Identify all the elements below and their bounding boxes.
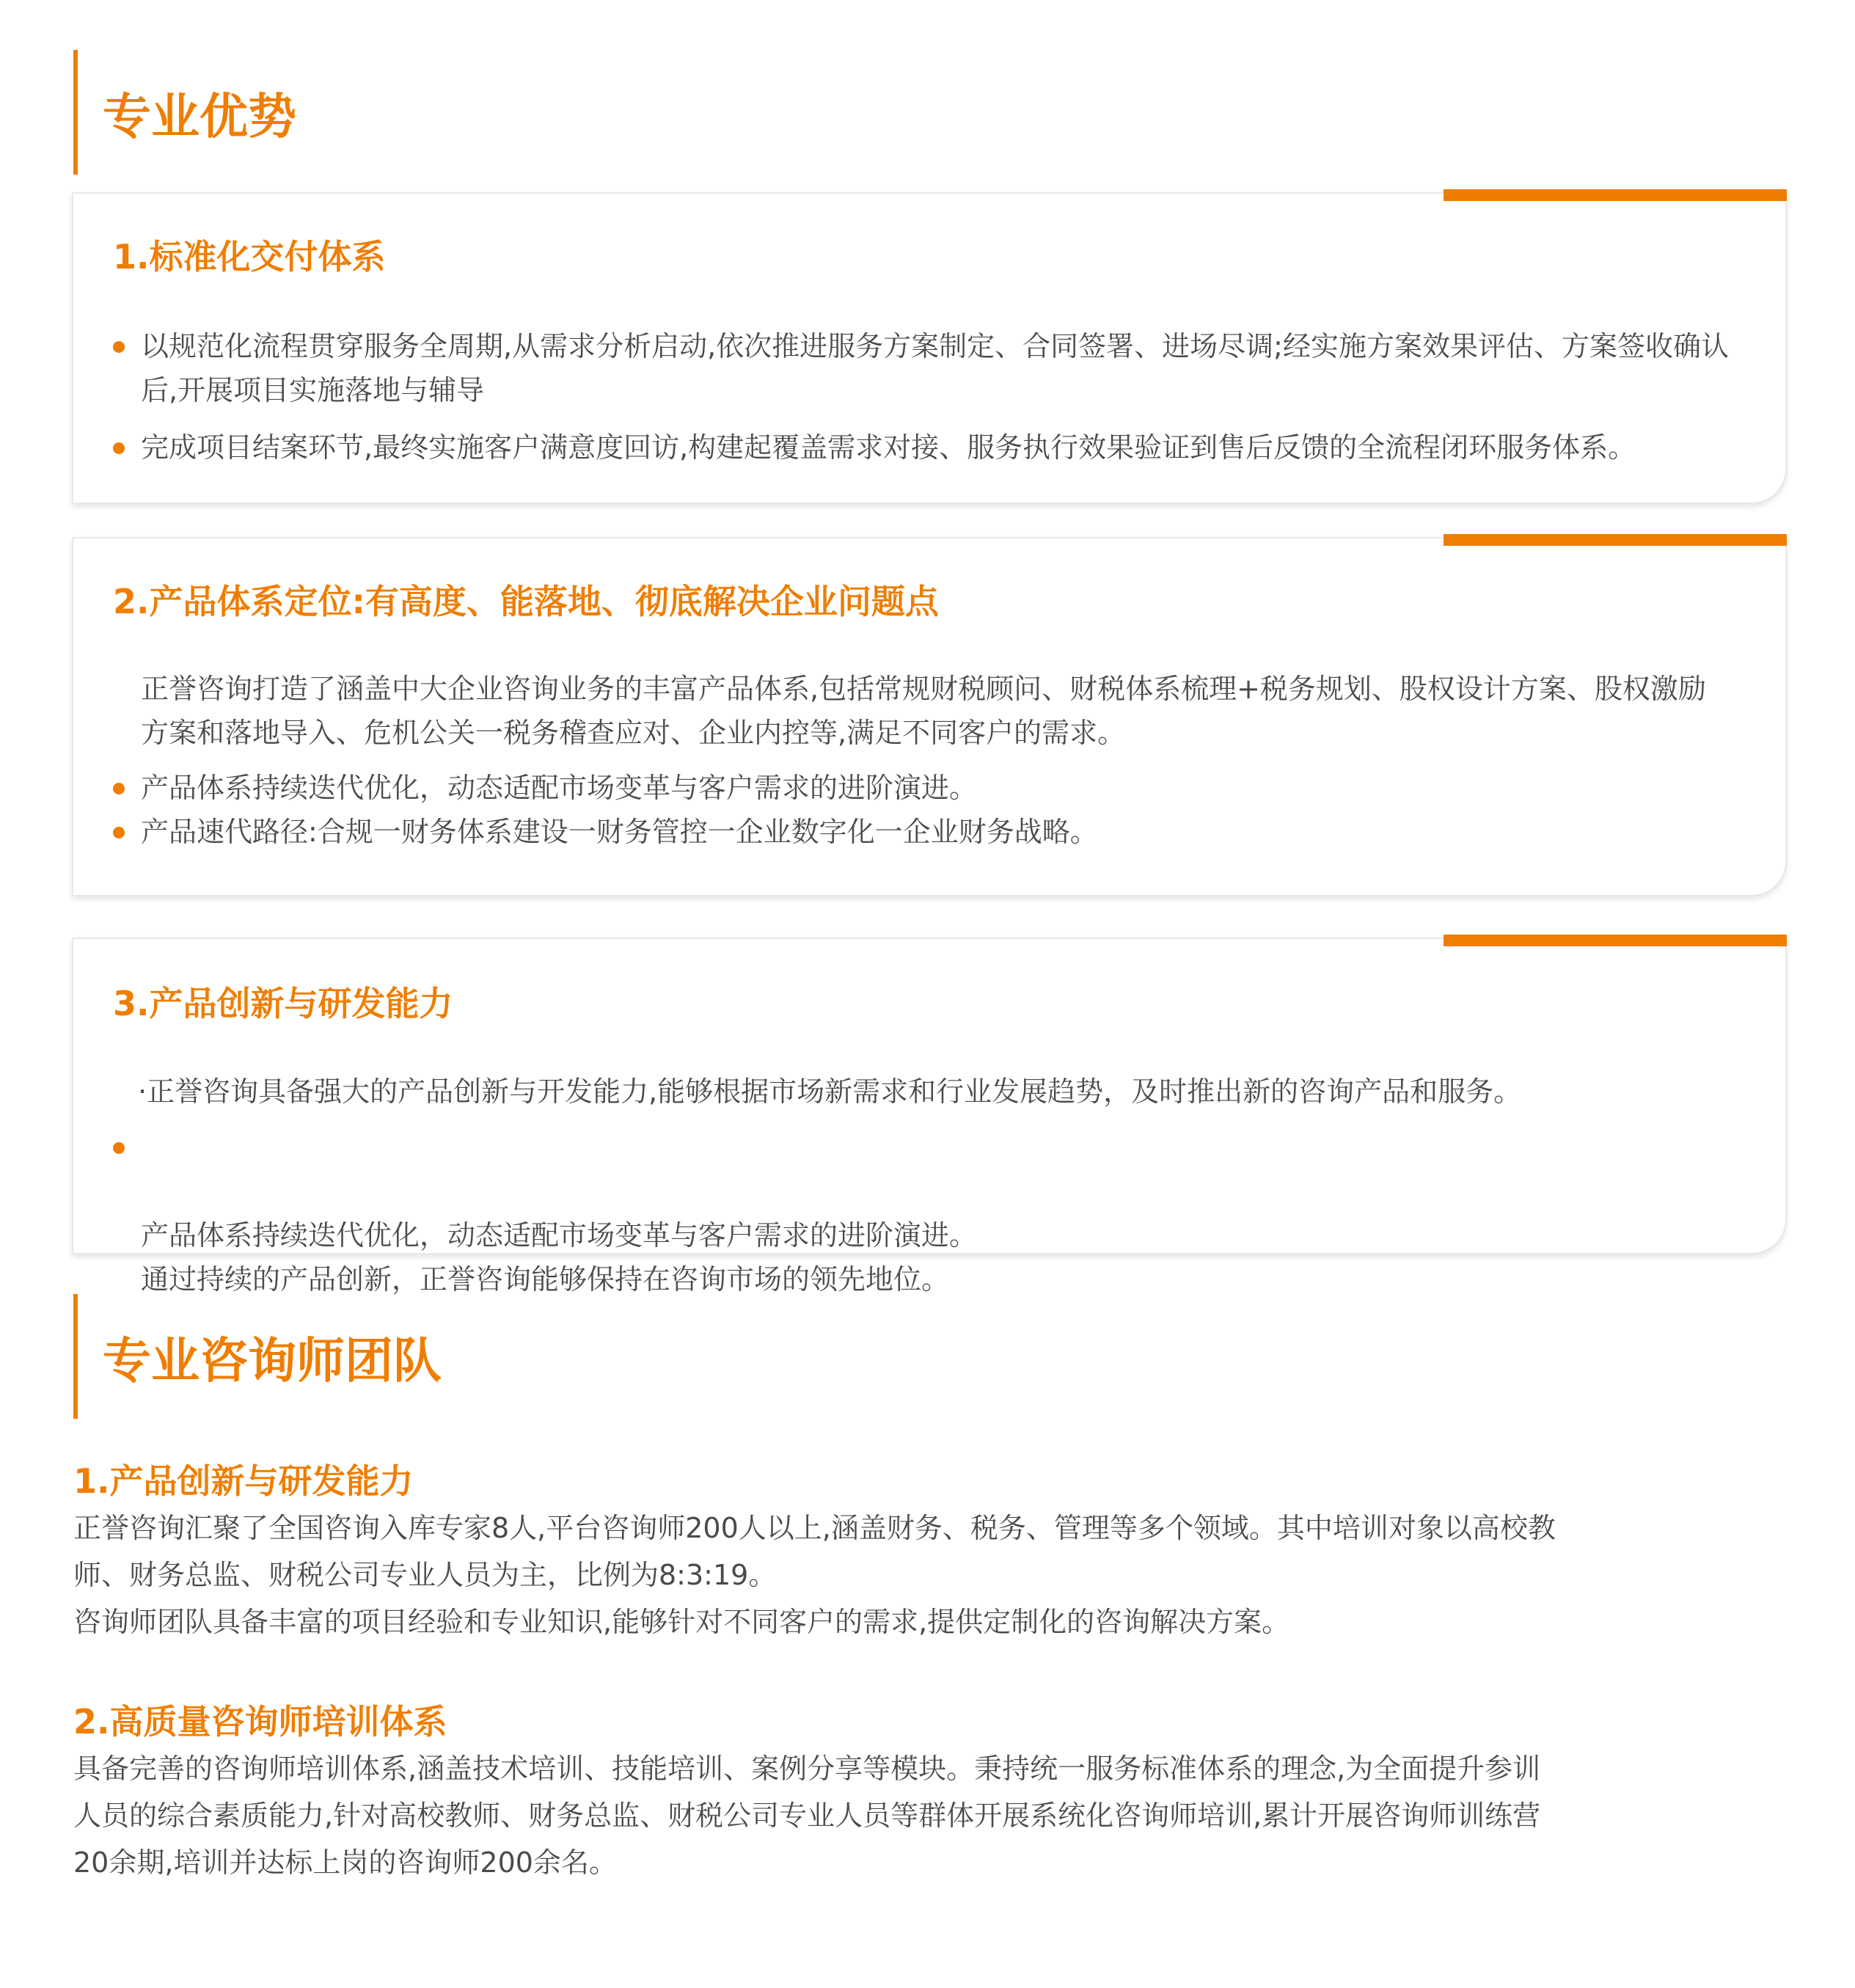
list-item-text: 产品体系持续迭代优化，动态适配市场变革与客户需求的进阶演进。 xyxy=(141,772,978,804)
section-title-advantages xyxy=(73,50,296,175)
list-item xyxy=(113,766,1741,810)
team-block-1 xyxy=(73,1458,1687,1645)
card-title: 3.产品创新与研发能力 xyxy=(113,984,453,1023)
advantage-card-3 xyxy=(72,938,1787,1296)
list-item-text: 完成项目结案环节,最终实施客户满意度回访,构建起覆盖需求对接、服务执行效果验证到售后反馈的全流程闭环服务体系。 xyxy=(141,431,1636,464)
section-heading-advantages: 专业优势 xyxy=(103,88,296,145)
card-accent-bar xyxy=(1444,935,1787,946)
list-item xyxy=(113,1125,1741,1301)
list-item xyxy=(113,324,1741,412)
team-block-line: 正誉咨询汇聚了全国咨询入库专家8人,平台咨询师200人以上,涵盖财务、税务、管理等多个领域。其中培训对象以高校教 xyxy=(73,1512,1556,1544)
team-block-line: 具备完善的咨询师培训体系,涵盖技术培训、技能培训、案例分享等模块。秉持统一服务标准体系的理念,为全面提升参训 xyxy=(73,1753,1541,1785)
list-item-text: 以规范化流程贯穿服务全周期,从需求分析启动,依次推进服务方案制定、合同签署、进场尽调;经实施方案效果评估、方案签收确认后,开展项目实施落地与辅导 xyxy=(141,330,1729,406)
advantage-card-1 xyxy=(72,192,1787,504)
list-item xyxy=(113,425,1741,469)
card-intro-text: 正誉咨询打造了涵盖中大企业咨询业务的丰富产品体系,包括常规财税顾问、财税体系梳理+税务规划、股权设计方案、股权激励方案和落地导入、危机公关一税务稽查应对、企业内控等,满足不同客户的需求。 xyxy=(141,673,1706,749)
card-accent-bar xyxy=(1444,189,1787,201)
bullet-dot-icon xyxy=(113,827,125,838)
bullet-dot-icon xyxy=(113,442,125,454)
advantage-card-2 xyxy=(72,537,1787,896)
section-heading-team: 专业咨询师团队 xyxy=(103,1332,442,1389)
card-bullet-list xyxy=(113,1125,1741,1301)
card-intro-text: ·正誉咨询具备强大的产品创新与开发能力,能够根据市场新需求和行业发展趋势，及时推出新的咨询产品和服务。 xyxy=(138,1075,1522,1108)
team-block-2 xyxy=(73,1698,1687,1886)
card-bullet-list xyxy=(113,324,1741,469)
bullet-dot-icon xyxy=(113,783,125,794)
bullet-dot-icon xyxy=(113,1142,125,1154)
bullet-dot-icon xyxy=(113,341,125,353)
card-title: 2.产品体系定位:有高度、能落地、彻底解决企业问题点 xyxy=(113,582,939,621)
team-block-line: 咨询师团队具备丰富的项目经验和专业知识,能够针对不同客户的需求,提供定制化的咨询解决方案。 xyxy=(73,1606,1290,1638)
list-item-text: 产品体系持续迭代优化，动态适配市场变革与客户需求的进阶演进。 通过持续的产品创新，正誉咨询能够保持在咨询市场的领先地位。 xyxy=(141,1219,978,1296)
team-block-line: 20余期,培训并达标上岗的咨询师200余名。 xyxy=(73,1846,617,1879)
team-block-title: 1.产品创新与研发能力 xyxy=(73,1461,414,1501)
team-block-line: 师、财务总监、财税公司专业人员为主，比例为8:3:19。 xyxy=(73,1559,777,1591)
list-item xyxy=(113,810,1741,854)
list-item-text: 产品速代路径:合规一财务体系建设一财务管控一企业数字化一企业财务战略。 xyxy=(141,816,1098,848)
card-title: 1.标准化交付体系 xyxy=(113,237,386,277)
team-block-title: 2.高质量咨询师培训体系 xyxy=(73,1702,447,1742)
team-block-line: 人员的综合素质能力,针对高校教师、财务总监、财税公司专业人员等群体开展系统化咨询师培训,累计开展咨询师训练营 xyxy=(73,1799,1541,1832)
card-accent-bar xyxy=(1444,534,1787,546)
card-bullet-list xyxy=(113,766,1741,854)
section-title-team xyxy=(73,1294,442,1419)
